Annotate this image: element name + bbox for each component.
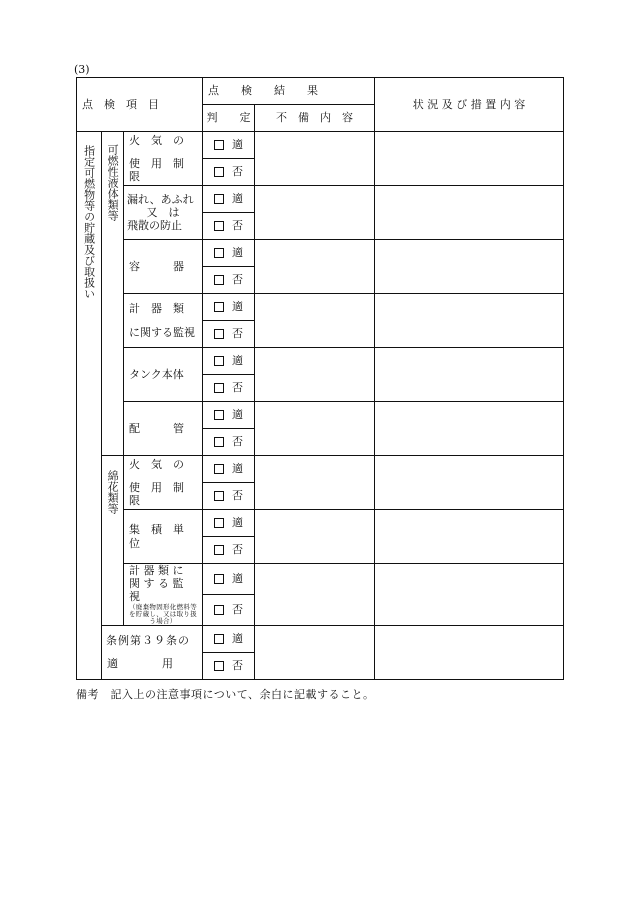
group-cotton-cell bbox=[102, 456, 124, 626]
remarks-note: 備考 記入上の注意事項について、余白に記載すること。 bbox=[76, 688, 375, 701]
header-result-label: 点 検 結 果 bbox=[208, 84, 319, 98]
ok-label: 適 bbox=[232, 300, 244, 314]
ng-label: 否 bbox=[232, 489, 244, 503]
item-accumulation-unit bbox=[124, 510, 203, 564]
ok-label: 適 bbox=[232, 462, 244, 476]
item-gauge-monitoring-2 bbox=[124, 564, 203, 626]
item-leak-line3: 飛散の防止 bbox=[127, 219, 182, 233]
ng-label: 否 bbox=[232, 603, 244, 617]
ok-label: 適 bbox=[232, 138, 244, 152]
item-fire-use-2-line1: 火 気 の bbox=[129, 457, 184, 471]
item-gauge2-note: （廃棄物固形化燃料等を貯蔵し、又は取り扱う場合） bbox=[129, 602, 197, 625]
checkbox[interactable] bbox=[214, 302, 224, 312]
checkbox[interactable] bbox=[214, 221, 224, 231]
defect-cell[interactable] bbox=[255, 510, 375, 564]
judge-ok-cell[interactable] bbox=[203, 348, 255, 375]
category-label: 指定可燃物等の貯蔵及び取扱い bbox=[82, 145, 96, 300]
checkbox[interactable] bbox=[214, 248, 224, 258]
checkbox[interactable] bbox=[214, 491, 224, 501]
item-fire-use-2 bbox=[124, 456, 203, 510]
item-fire-use-1-line2: 使 用 制 限 bbox=[129, 156, 195, 184]
header-status-label: 状 況 及 び 措 置 内 容 bbox=[412, 97, 526, 111]
checkbox[interactable] bbox=[214, 605, 224, 615]
status-cell[interactable] bbox=[375, 402, 564, 456]
item-gauge2-line2: 関 す る 監 視 bbox=[129, 577, 184, 604]
judge-ng-cell[interactable] bbox=[203, 594, 255, 625]
defect-cell[interactable] bbox=[255, 294, 375, 348]
item-leak-line1: 漏れ、あふれ bbox=[127, 192, 194, 206]
judge-ok-cell[interactable] bbox=[203, 186, 255, 213]
checkbox[interactable] bbox=[214, 437, 224, 447]
judge-ok-cell[interactable] bbox=[203, 240, 255, 267]
ng-label: 否 bbox=[232, 543, 244, 557]
judge-ng-cell[interactable] bbox=[203, 321, 255, 348]
status-cell[interactable] bbox=[375, 625, 564, 679]
header-defect-label: 不 備 内 容 bbox=[276, 111, 354, 125]
item-fire-use-2-line2: 使 用 制 限 bbox=[129, 480, 195, 508]
category-cell bbox=[77, 132, 102, 680]
item-art39-line1: 条例第３９条の bbox=[106, 634, 190, 648]
item-tank-body bbox=[124, 348, 203, 402]
checkbox[interactable] bbox=[214, 140, 224, 150]
judge-ng-cell[interactable] bbox=[203, 652, 255, 679]
ng-label: 否 bbox=[232, 327, 244, 341]
ok-label: 適 bbox=[232, 354, 244, 368]
header-defect bbox=[255, 105, 375, 132]
checkbox[interactable] bbox=[214, 383, 224, 393]
item-gauge-line1: 計 器 類 bbox=[129, 302, 184, 316]
checkbox[interactable] bbox=[214, 329, 224, 339]
group-cotton-label: 綿花類等 bbox=[106, 470, 120, 515]
ng-label: 否 bbox=[232, 219, 244, 233]
group-liquid-cell bbox=[102, 132, 124, 456]
ok-label: 適 bbox=[232, 632, 244, 646]
item-leak-line2: 又 は bbox=[146, 205, 180, 219]
group-liquid-label: 可燃性液体類等 bbox=[106, 143, 120, 221]
status-cell[interactable] bbox=[375, 132, 564, 186]
item-gauge-line2: に関する監視 bbox=[129, 325, 195, 339]
item-container-label: 容 器 bbox=[129, 259, 184, 273]
defect-cell[interactable] bbox=[255, 240, 375, 294]
checkbox[interactable] bbox=[214, 356, 224, 366]
status-cell[interactable] bbox=[375, 510, 564, 564]
status-cell[interactable] bbox=[375, 186, 564, 240]
judge-ng-cell[interactable] bbox=[203, 267, 255, 294]
judge-ok-cell[interactable] bbox=[203, 132, 255, 159]
ok-label: 適 bbox=[232, 408, 244, 422]
status-cell[interactable] bbox=[375, 294, 564, 348]
item-fire-use-1 bbox=[124, 132, 203, 186]
status-cell[interactable] bbox=[375, 564, 564, 626]
checkbox[interactable] bbox=[214, 634, 224, 644]
defect-cell[interactable] bbox=[255, 132, 375, 186]
defect-cell[interactable] bbox=[255, 402, 375, 456]
judge-ok-cell[interactable] bbox=[203, 402, 255, 429]
checkbox[interactable] bbox=[214, 194, 224, 204]
item-leak-prevention bbox=[124, 186, 203, 240]
item-container bbox=[124, 240, 203, 294]
section-number: (3) bbox=[74, 63, 90, 76]
header-status-measures bbox=[375, 78, 564, 132]
item-unit-label: 集 積 単 位 bbox=[129, 523, 195, 550]
header-inspection-item bbox=[77, 78, 203, 132]
defect-cell[interactable] bbox=[255, 456, 375, 510]
ok-label: 適 bbox=[232, 572, 244, 586]
ok-label: 適 bbox=[232, 246, 244, 260]
item-gauge2-line1: 計 器 類 に bbox=[129, 564, 184, 577]
status-cell[interactable] bbox=[375, 456, 564, 510]
checkbox[interactable] bbox=[214, 518, 224, 528]
checkbox[interactable] bbox=[214, 275, 224, 285]
judge-ng-cell[interactable] bbox=[203, 537, 255, 564]
item-art39-line2: 適 用 bbox=[107, 657, 173, 671]
item-gauge-monitoring bbox=[124, 294, 203, 348]
checkbox[interactable] bbox=[214, 545, 224, 555]
item-piping-label: 配 管 bbox=[129, 421, 184, 435]
judge-ok-cell[interactable] bbox=[203, 625, 255, 652]
header-judgement bbox=[203, 105, 255, 132]
inspection-table bbox=[76, 77, 564, 680]
item-fire-use-1-line1: 火 気 の bbox=[129, 133, 184, 147]
judge-ng-cell[interactable] bbox=[203, 429, 255, 456]
checkbox[interactable] bbox=[214, 167, 224, 177]
ng-label: 否 bbox=[232, 165, 244, 179]
header-item-label: 点 検 項 目 bbox=[82, 97, 159, 111]
checkbox[interactable] bbox=[214, 410, 224, 420]
defect-cell[interactable] bbox=[255, 625, 375, 679]
ng-label: 否 bbox=[232, 381, 244, 395]
defect-cell[interactable] bbox=[255, 348, 375, 402]
checkbox[interactable] bbox=[214, 464, 224, 474]
ok-label: 適 bbox=[232, 192, 244, 206]
status-cell[interactable] bbox=[375, 348, 564, 402]
ng-label: 否 bbox=[232, 273, 244, 287]
defect-cell[interactable] bbox=[255, 564, 375, 626]
ok-label: 適 bbox=[232, 516, 244, 530]
judge-ok-cell[interactable] bbox=[203, 456, 255, 483]
judge-ng-cell[interactable] bbox=[203, 159, 255, 186]
status-cell[interactable] bbox=[375, 240, 564, 294]
item-piping bbox=[124, 402, 203, 456]
judge-ok-cell[interactable] bbox=[203, 294, 255, 321]
item-ordinance-art39 bbox=[102, 625, 203, 679]
judge-ng-cell[interactable] bbox=[203, 483, 255, 510]
checkbox[interactable] bbox=[214, 661, 224, 671]
judge-ng-cell[interactable] bbox=[203, 213, 255, 240]
header-judgement-label: 判 定 bbox=[206, 111, 251, 125]
judge-ng-cell[interactable] bbox=[203, 375, 255, 402]
header-inspection-result bbox=[203, 78, 375, 105]
judge-ok-cell[interactable] bbox=[203, 564, 255, 595]
defect-cell[interactable] bbox=[255, 186, 375, 240]
checkbox[interactable] bbox=[214, 574, 224, 584]
judge-ok-cell[interactable] bbox=[203, 510, 255, 537]
ng-label: 否 bbox=[232, 435, 244, 449]
item-tank-label: タンク本体 bbox=[129, 367, 184, 381]
ng-label: 否 bbox=[232, 659, 244, 673]
